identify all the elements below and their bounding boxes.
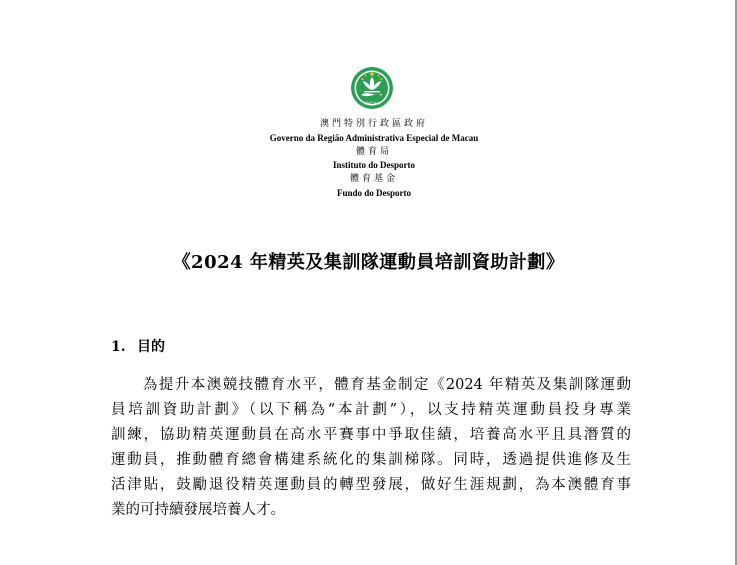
letterhead — [0, 118, 737, 201]
paragraph-line: 訓練，協助精英運動員在高水平賽事中爭取佳績，培養高水平且具潛質的 — [111, 427, 631, 443]
fund-name-pt: Fundo do Desporto — [336, 187, 411, 198]
paragraph-line: 運動員，推動體育總會構建系統化的集訓梯隊。同時，透過提供進修及生 — [111, 452, 631, 468]
paragraph-line: 活津貼，鼓勵退役精英運動員的轉型發展，做好生涯規劃，為本澳體育事 — [111, 477, 631, 493]
government-name-zh: 澳門特別行政區政府 — [319, 119, 428, 129]
section-heading — [111, 336, 165, 356]
emblem-macau-text: MACAU — [364, 100, 380, 106]
institute-name-pt: Instituto do Desporto — [332, 160, 415, 171]
section-title: 目的 — [137, 339, 165, 355]
purpose-paragraph — [111, 373, 631, 523]
document-title: 《2024 年精英及集訓隊運動員培訓資助計劃》 — [172, 252, 565, 273]
paragraph-line: 員培訓資助計劃》（以下稱為“本計劃”），以支持精英運動員投身專業 — [111, 402, 631, 418]
government-name-pt: Governo da Região Administrativa Especial de Macau — [269, 132, 479, 143]
paragraph-line: 為提升本澳競技體育水平，體育基金制定《2024 年精英及集訓隊運動 — [111, 377, 631, 393]
paragraph-line: 業的可持續發展培養人才。 — [111, 502, 285, 518]
macau-emblem-icon — [350, 66, 394, 110]
fund-name-zh: 體育基金 — [349, 174, 398, 185]
institute-name-zh: 體育局 — [355, 146, 392, 157]
section-number: 1. — [111, 339, 126, 355]
